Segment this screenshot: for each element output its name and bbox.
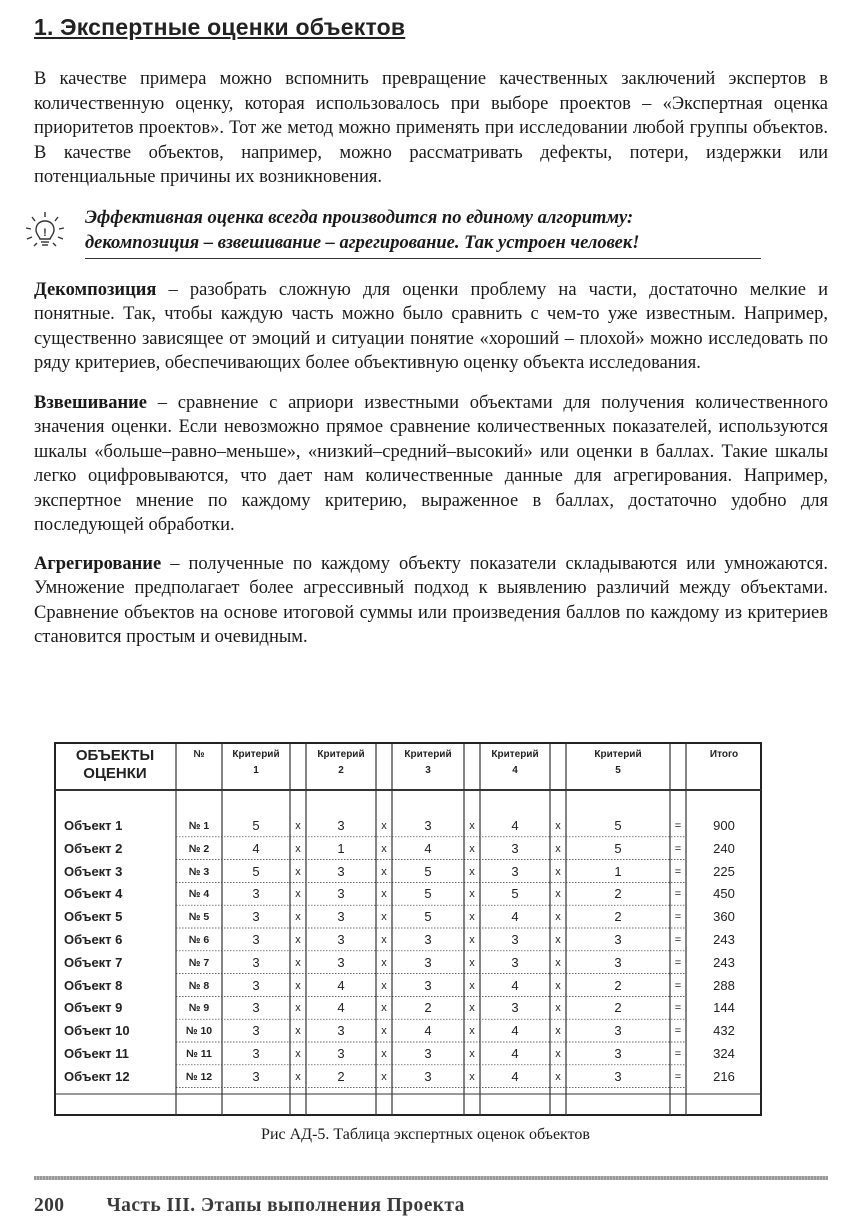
row-2-criterion-4: 3 bbox=[511, 840, 519, 856]
row-3-criterion-1: 5 bbox=[252, 863, 260, 879]
callout-line-1: Эффективная оценка всегда производится по единому алгоритму: bbox=[85, 207, 634, 228]
row-2-mult-1: x bbox=[295, 842, 301, 855]
row-2-mult-4: x bbox=[555, 842, 561, 855]
header-objects-2: ОЦЕНКИ bbox=[83, 765, 147, 782]
row-4-total: 450 bbox=[713, 886, 735, 902]
aggregation-text: – полученные по каждому объекту показатели складываются или умножаются. Умножение предполагает более агрессивный подход к выявлению различий между объектами. Сравнение объектов на основе итоговой суммы или произведения баллов по каждому из критериев становится простым и очевидным. bbox=[34, 553, 828, 647]
row-8-eq: = bbox=[674, 979, 682, 992]
row-2-criterion-2: 1 bbox=[337, 840, 345, 856]
row-8-mult-2: x bbox=[381, 979, 387, 992]
row-12-criterion-1: 3 bbox=[252, 1068, 260, 1084]
aggregation-paragraph bbox=[34, 552, 828, 650]
row-10-total: 432 bbox=[713, 1023, 735, 1039]
row-7-mult-4: x bbox=[555, 956, 561, 969]
row-4-name: Объект 4 bbox=[64, 886, 123, 902]
row-1-total: 900 bbox=[713, 818, 735, 833]
row-8-mult-4: x bbox=[555, 979, 561, 992]
row-6-mult-2: x bbox=[381, 934, 387, 946]
row-6-criterion-4: 3 bbox=[511, 932, 519, 947]
row-8-name: Объект 8 bbox=[64, 977, 123, 993]
part-title: Часть III. Этапы выполнения Проекта bbox=[106, 1195, 465, 1216]
row-9-criterion-1: 3 bbox=[252, 1000, 260, 1016]
header-total: Итого bbox=[709, 749, 739, 760]
page-footer bbox=[34, 1195, 465, 1217]
row-4-num: № 4 bbox=[188, 888, 210, 901]
page-content bbox=[34, 14, 828, 650]
row-12-total: 216 bbox=[713, 1068, 735, 1084]
row-8-mult-1: x bbox=[295, 979, 301, 992]
row-6-criterion-3: 3 bbox=[424, 932, 432, 947]
row-9-mult-1: x bbox=[295, 1002, 301, 1015]
row-10-mult-1: x bbox=[295, 1025, 301, 1038]
row-4-mult-1: x bbox=[295, 888, 301, 901]
row-3-criterion-4: 3 bbox=[511, 863, 519, 879]
header-criterion-1: Критерий bbox=[232, 749, 280, 760]
footer-rule bbox=[34, 1176, 828, 1180]
row-8-criterion-2: 4 bbox=[337, 977, 345, 993]
row-1-criterion-3: 3 bbox=[424, 818, 432, 833]
row-9-name: Объект 9 bbox=[64, 1000, 123, 1016]
row-8-num: № 8 bbox=[188, 979, 210, 992]
row-11-criterion-2: 3 bbox=[337, 1046, 345, 1061]
row-11-criterion-5: 3 bbox=[614, 1046, 622, 1061]
row-2-criterion-5: 5 bbox=[614, 840, 622, 856]
row-7-name: Объект 7 bbox=[64, 954, 123, 970]
row-3-criterion-2: 3 bbox=[337, 863, 345, 879]
row-7-mult-2: x bbox=[381, 956, 387, 969]
row-8-criterion-5: 2 bbox=[614, 977, 622, 993]
decomposition-text: – разобрать сложную для оценки проблему на части, достаточно мелкие и понятные. Так, чтобы каждую часть можно было сравнить с чем-то уже известным. Например, существенно зависящее от эмоций и ситуации понятие «хороший – плохой» можно исследовать по ряду критериев, обеспечивающих более объективную оценку объекта исследования. bbox=[34, 279, 828, 373]
row-11-criterion-4: 4 bbox=[511, 1046, 519, 1061]
row-10-criterion-1: 3 bbox=[252, 1023, 260, 1039]
row-4-criterion-5: 2 bbox=[614, 886, 622, 902]
row-1-num: № 1 bbox=[188, 820, 210, 832]
row-11-mult-3: x bbox=[469, 1048, 475, 1060]
row-2-criterion-3: 4 bbox=[424, 840, 432, 856]
intro-paragraph: В качестве примера можно вспомнить превращение качественных заключений экспертов в количественную оценку, которая использовалось при выборе проектов – «Экспертная оценка приоритетов проектов». Тот же метод можно применять при исследовании любой группы объектов. В качестве объектов, например, можно рассматривать дефекты, потери, издержки или потенциальные причины их возникновения. bbox=[34, 69, 828, 187]
row-12-mult-3: x bbox=[469, 1070, 475, 1083]
row-3-mult-4: x bbox=[555, 865, 561, 878]
row-11-criterion-3: 3 bbox=[424, 1046, 432, 1061]
row-10-criterion-4: 4 bbox=[511, 1023, 519, 1039]
row-10-name: Объект 10 bbox=[64, 1023, 130, 1039]
header-criterion-2: Критерий bbox=[317, 749, 365, 760]
row-7-mult-1: x bbox=[295, 956, 301, 969]
row-10-criterion-3: 4 bbox=[424, 1023, 432, 1039]
figure-caption: Рис АД-5. Таблица экспертных оценок объектов bbox=[261, 1126, 590, 1143]
row-10-eq: = bbox=[674, 1025, 682, 1038]
row-1-mult-4: x bbox=[555, 820, 561, 832]
row-11-mult-4: x bbox=[555, 1048, 561, 1060]
row-8-criterion-1: 3 bbox=[252, 977, 260, 993]
row-5-name: Объект 5 bbox=[64, 909, 123, 925]
row-6-criterion-1: 3 bbox=[252, 932, 260, 947]
row-7-criterion-2: 3 bbox=[337, 954, 345, 970]
row-5-eq: = bbox=[674, 911, 682, 924]
row-1-name: Объект 1 bbox=[64, 818, 123, 833]
row-6-criterion-2: 3 bbox=[337, 932, 345, 947]
row-10-criterion-5: 3 bbox=[614, 1023, 622, 1039]
row-3-criterion-5: 1 bbox=[614, 863, 622, 879]
evaluation-table bbox=[54, 742, 762, 1116]
row-9-criterion-5: 2 bbox=[614, 1000, 622, 1016]
row-9-criterion-2: 4 bbox=[337, 1000, 345, 1016]
row-2-eq: = bbox=[674, 842, 682, 855]
row-6-mult-1: x bbox=[295, 934, 301, 946]
row-12-criterion-2: 2 bbox=[337, 1068, 345, 1084]
header-criterion-4: Критерий bbox=[491, 749, 539, 760]
row-5-mult-3: x bbox=[469, 911, 475, 924]
row-3-criterion-3: 5 bbox=[424, 863, 432, 879]
row-5-mult-1: x bbox=[295, 911, 301, 924]
row-11-criterion-1: 3 bbox=[252, 1046, 260, 1061]
row-12-criterion-5: 3 bbox=[614, 1068, 622, 1084]
row-10-mult-4: x bbox=[555, 1025, 561, 1038]
row-10-num: № 10 bbox=[185, 1025, 213, 1038]
section-heading: 1. Экспертные оценки объектов bbox=[34, 14, 406, 40]
row-1-criterion-5: 5 bbox=[614, 818, 622, 833]
row-5-mult-2: x bbox=[381, 911, 387, 924]
row-6-total: 243 bbox=[713, 932, 735, 947]
row-5-criterion-5: 2 bbox=[614, 909, 622, 925]
row-4-criterion-1: 3 bbox=[252, 886, 260, 902]
row-6-num: № 6 bbox=[188, 934, 210, 946]
row-9-mult-3: x bbox=[469, 1002, 475, 1015]
row-4-mult-3: x bbox=[469, 888, 475, 901]
row-6-criterion-5: 3 bbox=[614, 932, 622, 947]
row-11-total: 324 bbox=[713, 1046, 735, 1061]
row-9-num: № 9 bbox=[188, 1002, 210, 1015]
row-7-criterion-4: 3 bbox=[511, 954, 519, 970]
row-12-criterion-3: 3 bbox=[424, 1068, 432, 1084]
callout-line-2: декомпозиция – взвешивание – агрегирование. Так устроен человек! bbox=[85, 232, 640, 253]
row-2-name: Объект 2 bbox=[64, 840, 123, 856]
row-5-criterion-1: 3 bbox=[252, 909, 260, 925]
header-criterion-num-2: 2 bbox=[338, 765, 344, 776]
row-5-criterion-2: 3 bbox=[337, 909, 345, 925]
header-criterion-num-1: 1 bbox=[253, 765, 259, 776]
row-6-name: Объект 6 bbox=[64, 932, 123, 947]
row-8-total: 288 bbox=[713, 977, 735, 993]
row-7-criterion-3: 3 bbox=[424, 954, 432, 970]
row-8-mult-3: x bbox=[469, 979, 475, 992]
row-2-mult-2: x bbox=[381, 842, 387, 855]
row-3-name: Объект 3 bbox=[64, 863, 123, 879]
header-criterion-num-4: 4 bbox=[512, 765, 518, 776]
row-11-name: Объект 11 bbox=[64, 1046, 129, 1061]
row-6-mult-4: x bbox=[555, 934, 561, 946]
row-5-num: № 5 bbox=[188, 911, 210, 924]
row-2-total: 240 bbox=[713, 840, 735, 856]
row-12-eq: = bbox=[674, 1070, 682, 1083]
aggregation-term: Агрегирование bbox=[34, 553, 162, 574]
row-4-criterion-3: 5 bbox=[424, 886, 432, 902]
weighing-text: – сравнение с априори известными объектами для получения количественного значения оценки. Если невозможно прямое сравнение количественных показателей, используются шкалы «больше–равно–меньше», «низкий–средний–высокий» или оценки в баллах. Такие шкалы легко оцифровываются, что дает нам количественные данные для агрегирования. Например, экспертное мнение по каждому критерию, выраженное в баллах, достаточно удобно для последующей обработки. bbox=[34, 392, 828, 535]
row-2-criterion-1: 4 bbox=[252, 840, 260, 856]
row-3-mult-3: x bbox=[469, 865, 475, 878]
header-criterion-num-5: 5 bbox=[615, 765, 621, 776]
row-4-criterion-2: 3 bbox=[337, 886, 345, 902]
callout-text bbox=[85, 206, 761, 259]
row-9-total: 144 bbox=[713, 1000, 735, 1016]
row-5-mult-4: x bbox=[555, 911, 561, 924]
row-7-mult-3: x bbox=[469, 956, 475, 969]
header-criterion-num-3: 3 bbox=[425, 765, 431, 776]
callout bbox=[34, 206, 828, 262]
row-9-mult-4: x bbox=[555, 1002, 561, 1015]
page-number: 200 bbox=[34, 1195, 65, 1216]
row-3-num: № 3 bbox=[188, 865, 210, 878]
row-5-criterion-4: 4 bbox=[511, 909, 519, 925]
row-12-criterion-4: 4 bbox=[511, 1068, 519, 1084]
row-4-mult-4: x bbox=[555, 888, 561, 901]
row-1-criterion-4: 4 bbox=[511, 818, 519, 833]
row-1-eq: = bbox=[674, 820, 682, 832]
row-5-criterion-3: 5 bbox=[424, 909, 432, 925]
row-10-mult-2: x bbox=[381, 1025, 387, 1038]
row-4-eq: = bbox=[674, 888, 682, 901]
row-3-eq: = bbox=[674, 865, 682, 878]
svg-text:!: ! bbox=[43, 226, 47, 239]
row-12-num: № 12 bbox=[185, 1070, 213, 1083]
row-5-total: 360 bbox=[713, 909, 735, 925]
row-4-criterion-4: 5 bbox=[511, 886, 519, 902]
row-7-total: 243 bbox=[713, 954, 735, 970]
weighing-term: Взвешивание bbox=[34, 392, 148, 413]
row-6-eq: = bbox=[674, 934, 682, 946]
row-9-criterion-4: 3 bbox=[511, 1000, 519, 1016]
row-11-eq: = bbox=[674, 1048, 682, 1060]
row-7-criterion-1: 3 bbox=[252, 954, 260, 970]
row-9-eq: = bbox=[674, 1002, 682, 1015]
row-1-mult-1: x bbox=[295, 820, 301, 832]
row-7-num: № 7 bbox=[188, 956, 210, 969]
row-3-mult-1: x bbox=[295, 865, 301, 878]
decomposition-term: Декомпозиция bbox=[34, 279, 157, 300]
row-6-mult-3: x bbox=[469, 934, 475, 946]
header-objects: ОБЪЕКТЫ bbox=[75, 747, 155, 764]
row-7-eq: = bbox=[674, 956, 682, 969]
row-12-mult-1: x bbox=[295, 1070, 301, 1083]
row-1-criterion-2: 3 bbox=[337, 818, 345, 833]
row-3-mult-2: x bbox=[381, 865, 387, 878]
lightbulb-icon bbox=[22, 210, 68, 256]
row-10-mult-3: x bbox=[469, 1025, 475, 1038]
row-12-mult-4: x bbox=[555, 1070, 561, 1083]
row-7-criterion-5: 3 bbox=[614, 954, 622, 970]
row-11-mult-1: x bbox=[295, 1048, 301, 1060]
row-8-criterion-3: 3 bbox=[424, 977, 432, 993]
row-3-total: 225 bbox=[713, 863, 735, 879]
row-1-criterion-1: 5 bbox=[252, 818, 260, 833]
row-9-criterion-3: 2 bbox=[424, 1000, 432, 1016]
row-2-num: № 2 bbox=[188, 842, 210, 855]
row-12-mult-2: x bbox=[381, 1070, 387, 1083]
row-10-criterion-2: 3 bbox=[337, 1023, 345, 1039]
row-11-num: № 11 bbox=[186, 1048, 212, 1060]
row-2-mult-3: x bbox=[469, 842, 475, 855]
header-num: № bbox=[193, 749, 205, 760]
header-criterion-5: Критерий bbox=[594, 749, 642, 760]
row-1-mult-2: x bbox=[381, 820, 387, 832]
row-12-name: Объект 12 bbox=[64, 1068, 130, 1084]
row-9-mult-2: x bbox=[381, 1002, 387, 1015]
weighing-paragraph bbox=[34, 391, 828, 538]
row-8-criterion-4: 4 bbox=[511, 977, 519, 993]
header-criterion-3: Критерий bbox=[404, 749, 452, 760]
row-4-mult-2: x bbox=[381, 888, 387, 901]
row-11-mult-2: x bbox=[381, 1048, 387, 1060]
row-1-mult-3: x bbox=[469, 820, 475, 832]
decomposition-paragraph bbox=[34, 278, 828, 376]
